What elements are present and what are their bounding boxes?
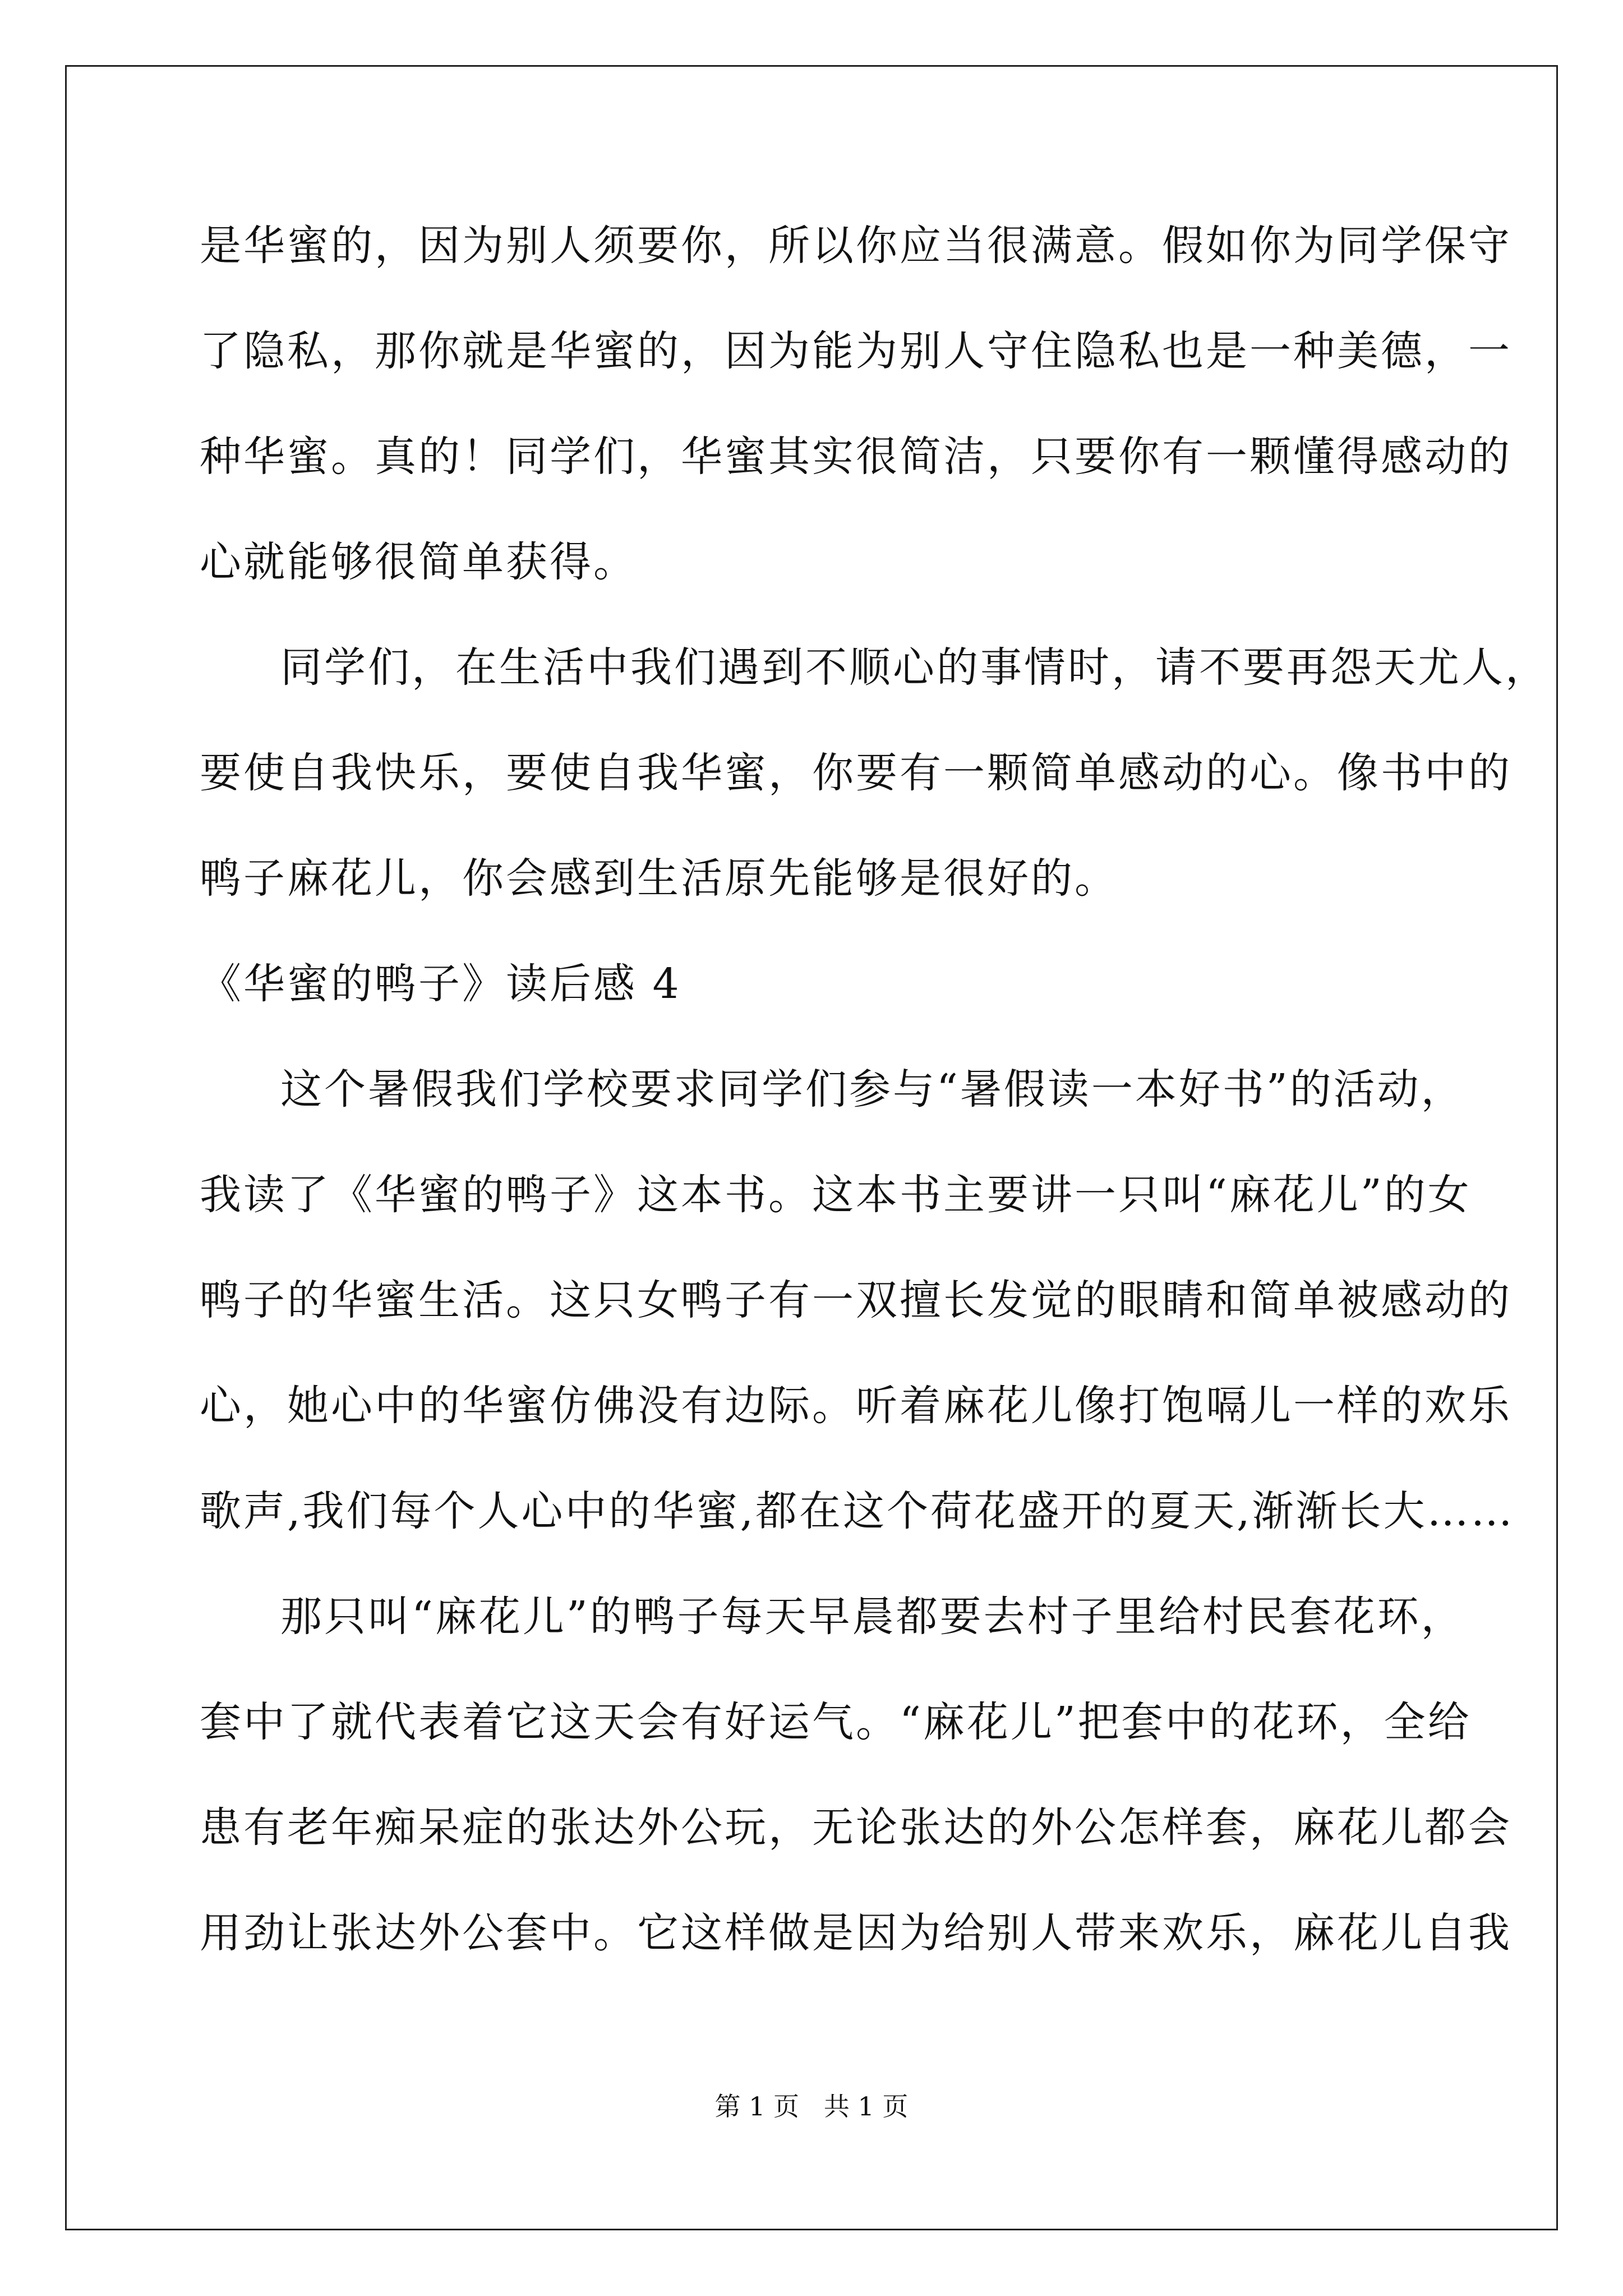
paragraph-line: 用劲让张达外公套中。它这样做是因为给别人带来欢乐，麻花儿自我 bbox=[200, 1909, 1512, 1957]
paragraph-line: 种华蜜。真的！同学们，华蜜其实很简洁，只要你有一颗懂得感动的 bbox=[200, 432, 1512, 481]
paragraph-line: 了隐私，那你就是华蜜的，因为能为别人守住隐私也是一种美德，一 bbox=[200, 327, 1512, 375]
paragraph-line: 歌声,我们每个人心中的华蜜,都在这个荷花盛开的夏天,渐渐长大…… bbox=[200, 1487, 1515, 1535]
paragraph-line: 鸭子麻花儿，你会感到生活原先能够是很好的。 bbox=[200, 854, 1118, 903]
page-number-footer: 第 1 页 共 1 页 bbox=[714, 2091, 909, 2122]
paragraph-line: 这个暑假我们学校要求同学们参与“暑假读一本好书”的活动， bbox=[280, 1065, 1465, 1114]
paragraph-line: 要使自我快乐，要使自我华蜜，你要有一颗简单感动的心。像书中的 bbox=[200, 749, 1512, 797]
paragraph-line: 心就能够很简单获得。 bbox=[200, 538, 637, 586]
paragraph-line: 鸭子的华蜜生活。这只女鸭子有一双擅长发觉的眼睛和简单被感动的 bbox=[200, 1276, 1512, 1324]
paragraph-line: 心，她心中的华蜜仿佛没有边际。听着麻花儿像打饱嗝儿一样的欢乐 bbox=[200, 1382, 1512, 1430]
section-heading: 《华蜜的鸭子》读后感 4 bbox=[200, 960, 681, 1008]
paragraph-line: 套中了就代表着它这天会有好运气。“麻花儿”把套中的花环，全给 bbox=[200, 1698, 1472, 1746]
paragraph-line: 是华蜜的，因为别人须要你，所以你应当很满意。假如你为同学保守 bbox=[200, 222, 1512, 270]
paragraph-line: 同学们，在生活中我们遇到不顺心的事情时，请不要再怨天尤人， bbox=[280, 643, 1549, 692]
paragraph-line: 那只叫“麻花儿”的鸭子每天早晨都要去村子里给村民套花环， bbox=[280, 1593, 1465, 1641]
paragraph-line: 患有老年痴呆症的张达外公玩，无论张达的外公怎样套，麻花儿都会 bbox=[200, 1803, 1512, 1852]
paragraph-line: 我读了《华蜜的鸭子》这本书。这本书主要讲一只叫“麻花儿”的女 bbox=[200, 1171, 1472, 1219]
page-border bbox=[65, 65, 1558, 2230]
